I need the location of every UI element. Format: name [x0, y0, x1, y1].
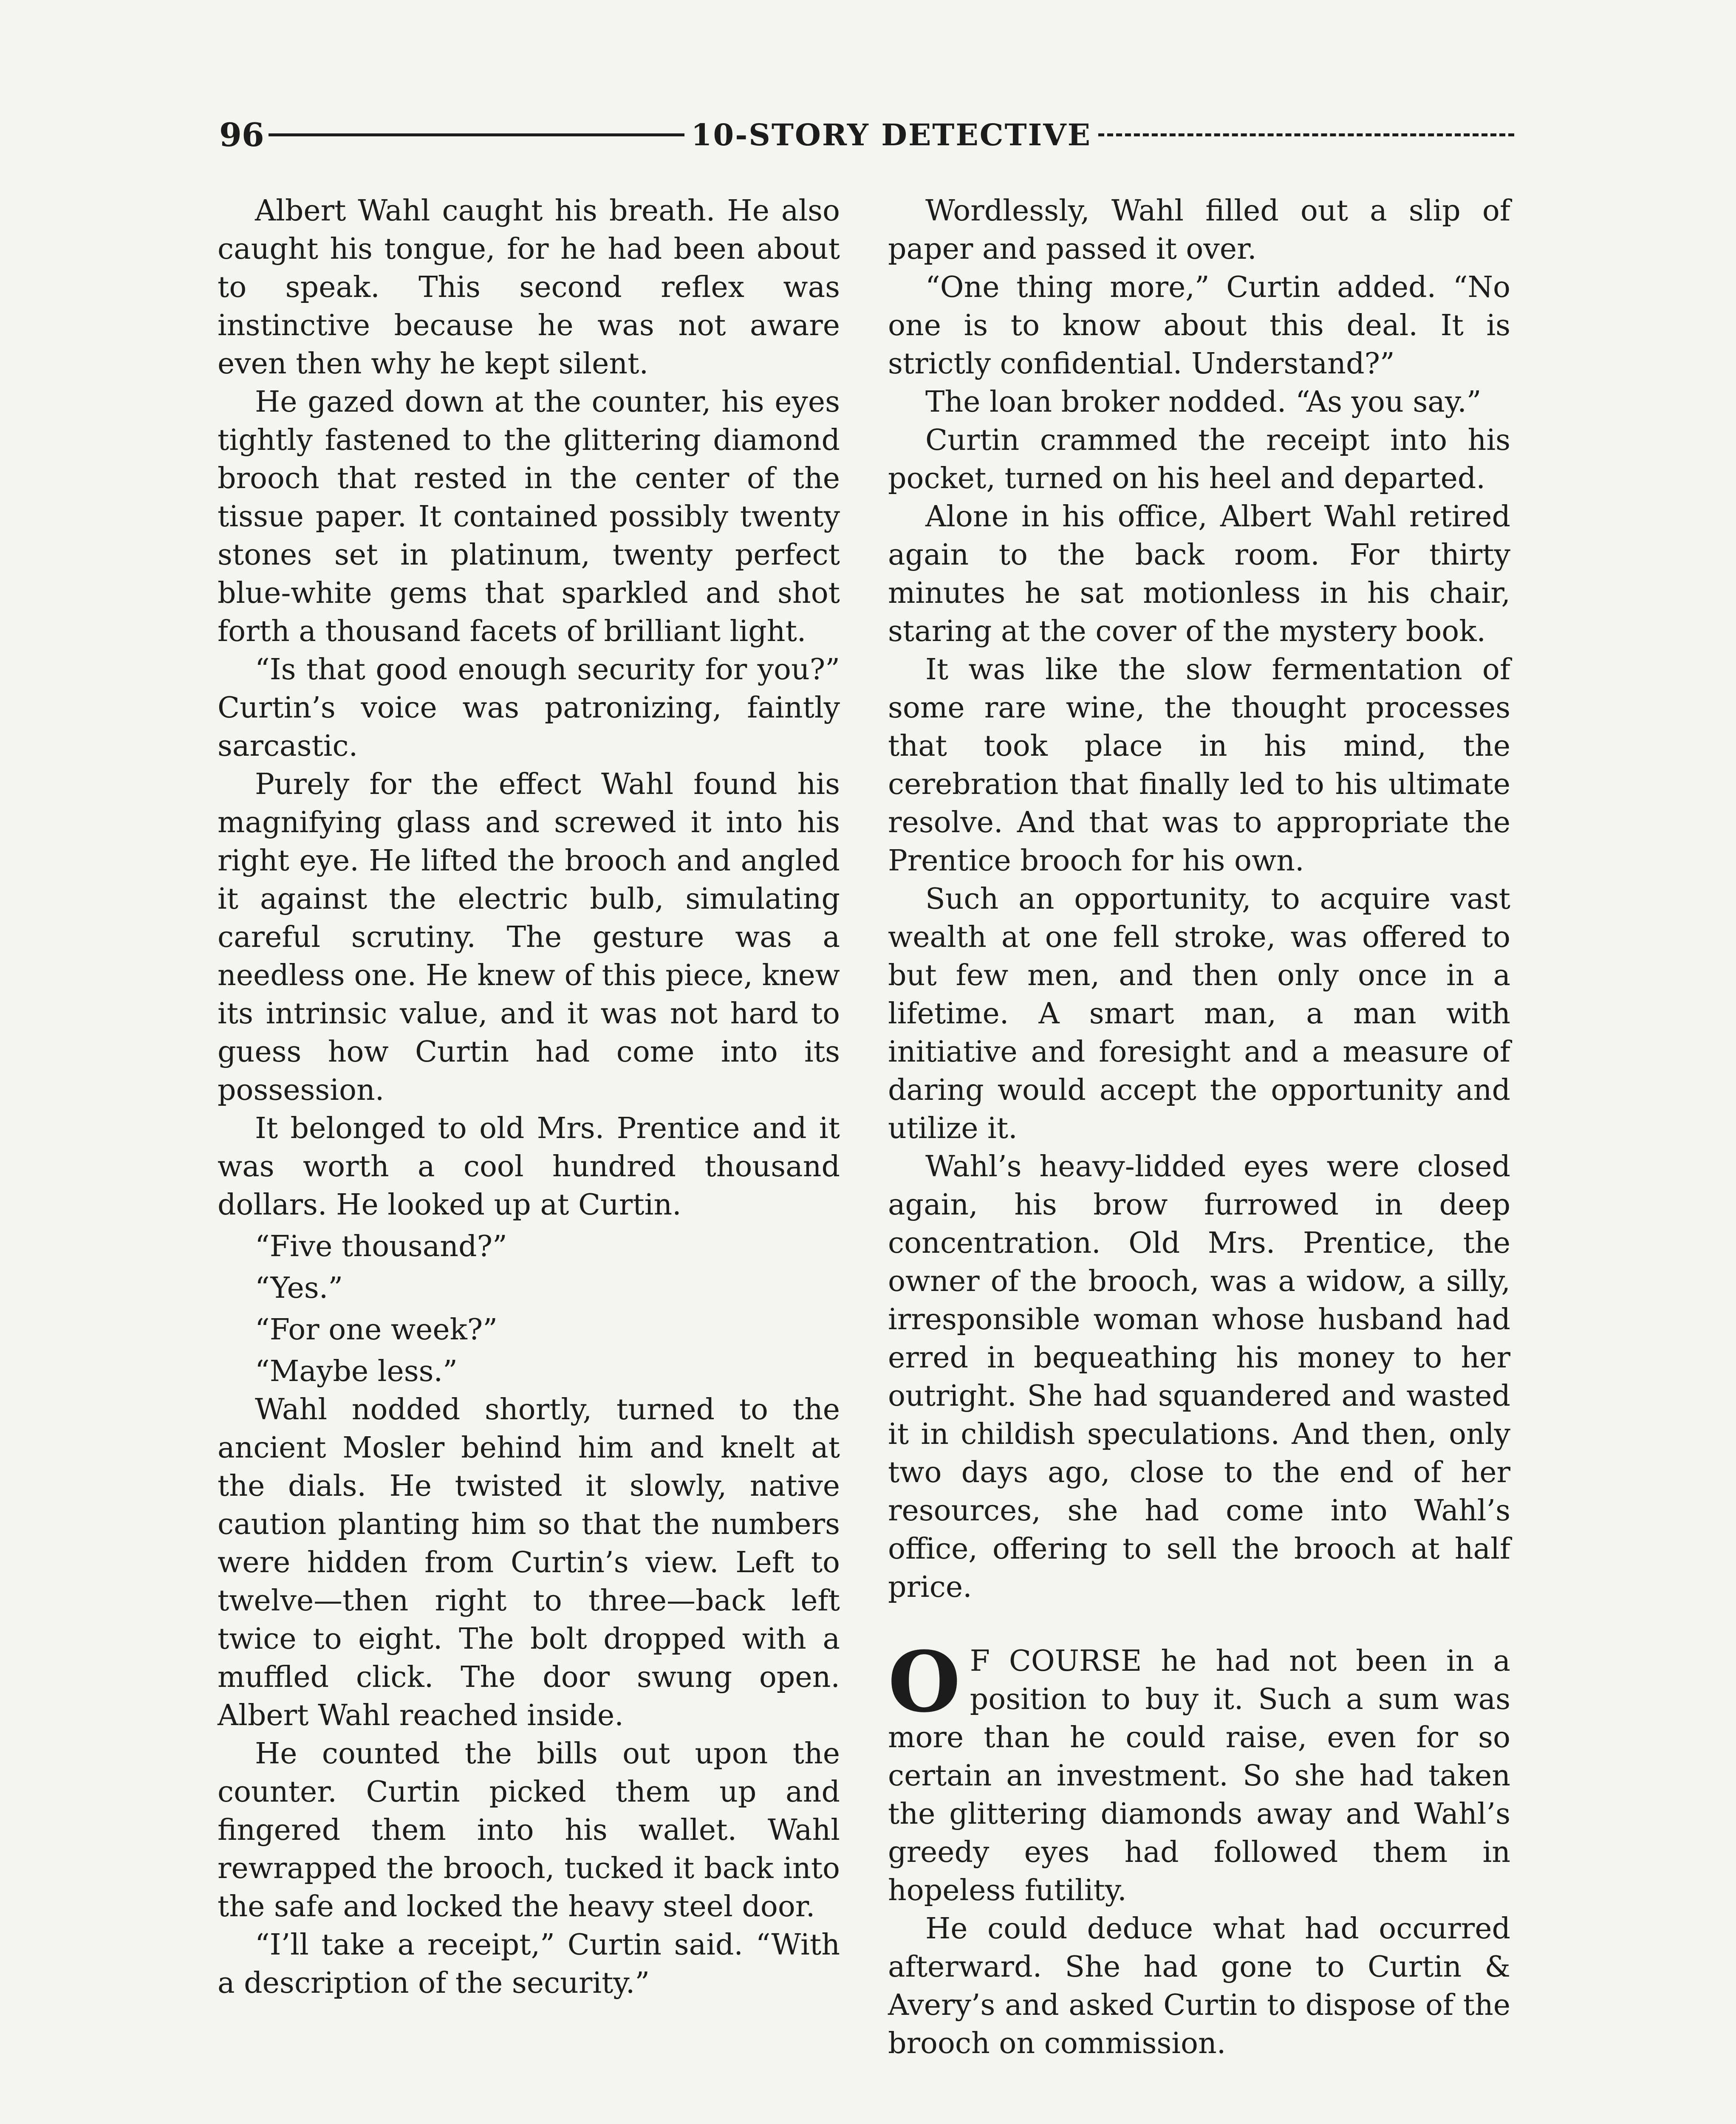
paragraph: Curtin crammed the receipt into his pocket, turned on his heel and departed. — [888, 424, 1510, 495]
section-first-text: F COURSE he had not been in a position to buy it. Such a sum was more than he could raise, even for so certain an investment. So she had taken the glittering diamonds away and Wahl’s greedy eyes had followed them in hopeless futility. — [888, 1644, 1510, 1907]
paragraph: The loan broker nodded. “As you say.” — [925, 385, 1482, 419]
drop-cap: O — [888, 1633, 961, 1731]
paragraph: Purely for the effect Wahl found his magnifying glass and screwed it into his right eye. He lifted the brooch and angled it against the electric bulb, simulating careful scrutiny. The gesture was a needless one. He knew of this piece, knew its intrinsic value, and it was not hard to guess how Curtin had come into its possession. — [218, 768, 840, 1107]
header-rule-left — [269, 133, 684, 136]
left-column — [218, 192, 840, 2003]
header-rule-right — [1098, 133, 1514, 136]
paragraph: Alone in his office, Albert Wahl retired again to the back room. For thirty minutes he sat motionless in his chair, staring at the cover of the mystery book. — [888, 500, 1510, 648]
page-number: 96 — [219, 116, 264, 154]
paragraph: “I’ll take a receipt,” Curtin said. “With a description of the security.” — [218, 1928, 840, 2000]
paragraph: It belonged to old Mrs. Prentice and it was worth a cool hundred thousand dollars. He looked up at Curtin. — [218, 1112, 840, 1222]
paragraph: He could deduce what had occurred afterward. She had gone to Curtin & Avery’s and asked Curtin to dispose of the brooch on commission. — [888, 1912, 1510, 2060]
paragraph: Albert Wahl caught his breath. He also caught his tongue, for he had been about to speak. This second reflex was instinctive because he was not aware even then why he kept silent. — [218, 194, 840, 381]
dialogue-line: “Maybe less.” — [255, 1355, 458, 1388]
paragraph: He counted the bills out upon the counter. Curtin picked them up and fingered them into his wallet. Wahl rewrapped the brooch, tucked it back into the safe and locked the heavy steel door. — [218, 1737, 840, 1923]
paragraph: It was like the slow fermentation of some rare wine, the thought processes that took place in his mind, the cerebration that finally led to his ultimate resolve. And that was to appropriate the Prentice brooch for his own. — [888, 653, 1510, 878]
running-header — [219, 111, 1514, 158]
paragraph: Wahl’s heavy-lidded eyes were closed again, his brow furrowed in deep concentration. Old Mrs. Prentice, the owner of the brooch, was a widow, a silly, irresponsible woman whose husband had erred in bequeathing his money to her outright. She had squandered and wasted it in childish speculations. And then, only two days ago, close to the end of her resources, she had come into Wahl’s office, offering to sell the brooch at half price. — [888, 1150, 1510, 1604]
paragraph: “Is that good enough security for you?” Curtin’s voice was patronizing, faintly sarcastic. — [218, 653, 840, 763]
section-first-paragraph — [888, 1633, 1510, 1910]
running-title: 10-STORY DETECTIVE — [691, 117, 1091, 153]
paragraph: Wahl nodded shortly, turned to the ancient Mosler behind him and knelt at the dials. He twisted it slowly, native caution planting him so that the numbers were hidden from Curtin’s view. Left to twelve—then right to three—back left twice to eight. The bolt dropped with a muffled click. The door swung open. Albert Wahl reached inside. — [218, 1393, 840, 1732]
dialogue-line: “Five thousand?” — [255, 1230, 507, 1263]
dialogue-line: “Yes.” — [255, 1271, 343, 1305]
dialogue-line: “For one week?” — [255, 1313, 498, 1347]
right-column — [888, 192, 1510, 2063]
paragraph: He gazed down at the counter, his eyes tightly fastened to the glittering diamond brooch that rested in the center of the tissue paper. It contained possibly twenty stones set in platinum, twenty perfect blue-white gems that sparkled and shot forth a thousand facets of brilliant light. — [218, 385, 840, 648]
paragraph: “One thing more,” Curtin added. “No one is to know about this deal. It is strictly confidential. Understand?” — [888, 271, 1510, 381]
paragraph: Such an opportunity, to acquire vast wealth at one fell stroke, was offered to but few men, and then only once in a lifetime. A smart man, a man with initiative and foresight and a measure of daring would accept the opportunity and utilize it. — [888, 882, 1510, 1145]
paragraph: Wordlessly, Wahl filled out a slip of paper and passed it over. — [888, 194, 1510, 266]
